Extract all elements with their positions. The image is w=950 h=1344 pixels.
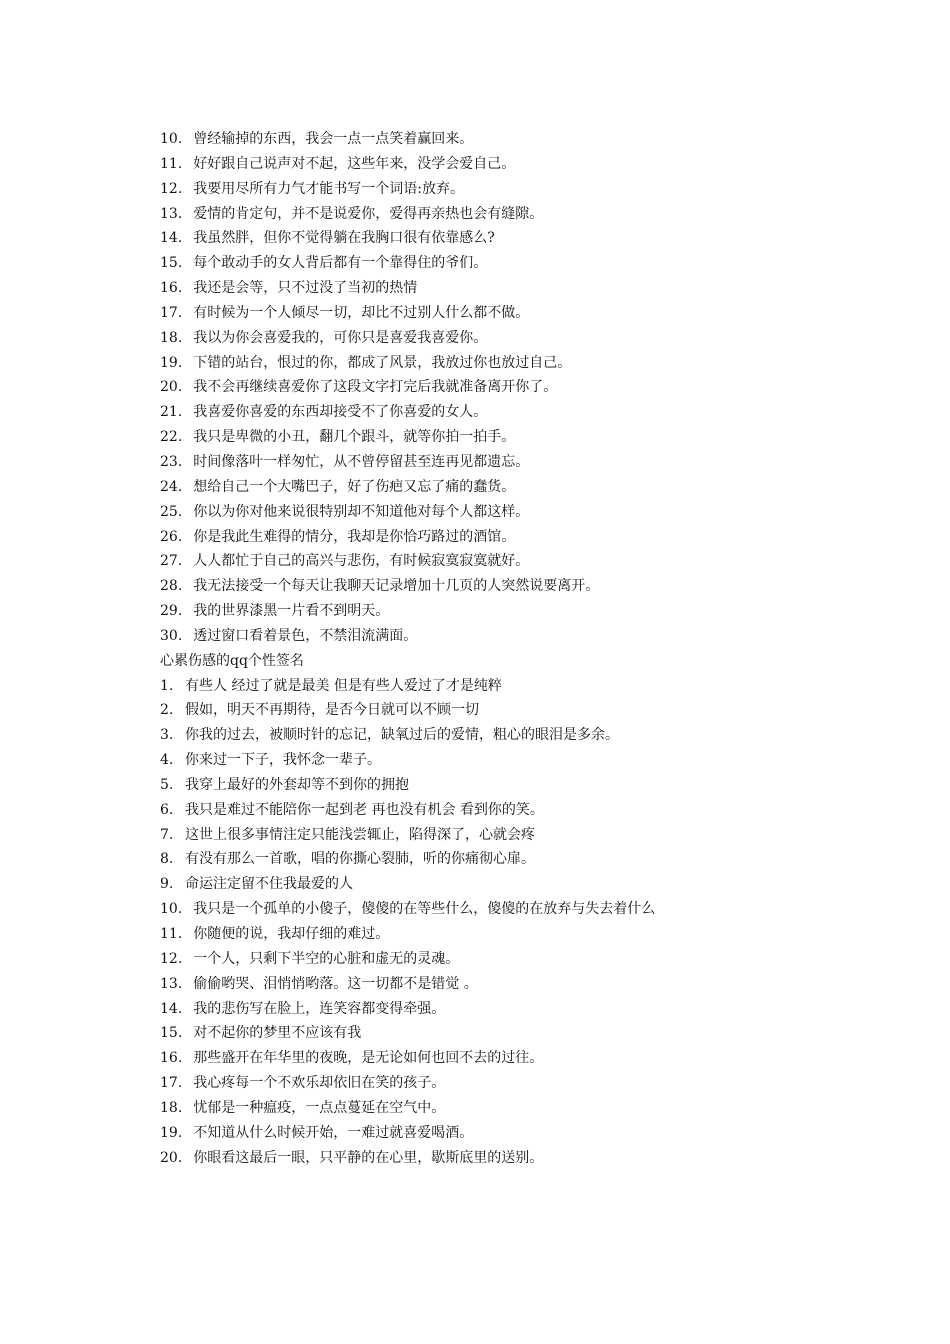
list-item-number: 22. — [160, 429, 183, 446]
list-item-number: 16. — [160, 280, 183, 297]
list-item-number: 7. — [160, 826, 174, 843]
list-item-text: 偷偷哟哭、泪悄悄哟落。这一切都不是错觉 。 — [193, 975, 478, 992]
list-item — [160, 1071, 920, 1096]
list-item-text: 每个敢动手的女人背后都有一个靠得住的爷们。 — [193, 255, 488, 272]
list-item — [160, 425, 920, 450]
list-item-text: 好好跟自己说声对不起，这些年来，没学会爱自己。 — [193, 155, 516, 172]
list-item-number: 25. — [160, 503, 183, 520]
list-item-number: 11. — [160, 926, 183, 942]
list-item — [160, 1046, 920, 1071]
list-item-number: 19. — [160, 1124, 183, 1141]
list-item — [160, 798, 920, 823]
list-section-2 — [160, 674, 920, 1171]
list-item-number: 6. — [160, 801, 174, 818]
list-item — [160, 624, 920, 649]
list-item — [160, 549, 920, 574]
list-item-text: 命运注定留不住我最爱的人 — [185, 876, 353, 893]
list-item — [160, 1096, 920, 1121]
list-item-number: 30. — [160, 627, 183, 644]
list-item-text: 有时候为一个人倾尽一切，却比不过别人什么都不做。 — [193, 304, 530, 321]
list-item-text: 我的悲伤写在脸上，连笑容都变得牵强。 — [193, 1000, 446, 1017]
list-item-number: 20. — [160, 379, 183, 396]
list-item — [160, 375, 920, 400]
list-item-text: 有些人 经过了就是最美 但是有些人爱过了才是纯粹 — [185, 677, 502, 694]
list-item — [160, 574, 920, 599]
list-item — [160, 226, 920, 251]
list-item-text: 我虽然胖，但你不觉得躺在我胸口很有依靠感么? — [193, 230, 495, 247]
list-item-text: 人人都忙于自己的高兴与悲伤，有时候寂寞寂寞就好。 — [193, 553, 530, 570]
list-item — [160, 152, 920, 177]
list-item-number: 17. — [160, 304, 183, 321]
list-item-number: 15. — [160, 255, 183, 272]
list-item — [160, 1121, 920, 1146]
list-item — [160, 599, 920, 624]
list-item-number: 19. — [160, 354, 183, 371]
list-item-text: 我要用尽所有力气才能书写一个词语:放弃。 — [193, 180, 464, 197]
list-item — [160, 947, 920, 972]
list-item-text: 一个人，只剩下半空的心脏和虚无的灵魂。 — [193, 950, 460, 967]
list-item-number: 29. — [160, 603, 183, 620]
list-item-number: 18. — [160, 329, 183, 346]
list-item — [160, 773, 920, 798]
document-page — [160, 127, 920, 1170]
list-item-text: 有没有那么一首歌，唱的你撕心裂肺，听的你痛彻心扉。 — [185, 851, 535, 868]
list-item — [160, 301, 920, 326]
list-item — [160, 872, 920, 897]
list-item-number: 14. — [160, 230, 183, 247]
list-item — [160, 500, 920, 525]
list-item-number: 4. — [160, 752, 174, 769]
list-item-text: 我无法接受一个每天让我聊天记录增加十几页的人突然说要离开。 — [193, 578, 600, 595]
list-item — [160, 276, 920, 301]
list-item — [160, 972, 920, 997]
list-item-text: 我穿上最好的外套却等不到你的拥抱 — [185, 776, 409, 793]
list-item-number: 5. — [160, 776, 174, 793]
list-item-text: 我的世界漆黑一片看不到明天。 — [193, 603, 390, 620]
list-item — [160, 202, 920, 227]
list-item — [160, 400, 920, 425]
list-item — [160, 1146, 920, 1171]
list-item-number: 15. — [160, 1025, 183, 1042]
list-item-text: 下错的站台，恨过的你，都成了风景，我放过你也放过自己。 — [193, 354, 572, 371]
list-item-number: 12. — [160, 180, 183, 197]
list-item — [160, 723, 920, 748]
list-item-text: 我心疼每一个不欢乐却依旧在笑的孩子。 — [193, 1075, 446, 1092]
list-item — [160, 251, 920, 276]
list-item-number: 3. — [160, 727, 174, 744]
list-item-text: 我只是一个孤单的小傻子，傻傻的在等些什么，傻傻的在放弃与失去着什么 — [193, 901, 656, 918]
list-item-number: 23. — [160, 453, 183, 470]
list-item — [160, 847, 920, 872]
list-item-text: 你来过一下子，我怀念一辈子。 — [185, 752, 381, 769]
list-item-number: 16. — [160, 1050, 183, 1067]
list-item-number: 24. — [160, 478, 183, 495]
list-item — [160, 351, 920, 376]
list-item-text: 我只是难过不能陪你一起到老 再也没有机会 看到你的笑。 — [185, 801, 544, 818]
list-item-number: 8. — [160, 851, 174, 868]
list-item — [160, 475, 920, 500]
list-item-text: 不知道从什么时候开始，一难过就喜爱喝酒。 — [193, 1124, 474, 1141]
list-item-number: 2. — [160, 702, 174, 719]
list-item-number: 17. — [160, 1075, 183, 1092]
list-item-text: 忧郁是一种瘟疫，一点点蔓延在空气中。 — [193, 1099, 446, 1116]
list-item-number: 14. — [160, 1000, 183, 1017]
list-item-text: 我喜爱你喜爱的东西却接受不了你喜爱的女人。 — [193, 404, 488, 421]
list-item-number: 28. — [160, 578, 183, 595]
section-heading: 心累伤感的qq个性签名 — [160, 652, 304, 669]
list-item — [160, 748, 920, 773]
list-item-text: 我以为你会喜爱我的，可你只是喜爱我喜爱你。 — [193, 329, 488, 346]
list-item-text: 你眼看这最后一眼，只平静的在心里，歇斯底里的送别。 — [193, 1149, 544, 1166]
list-item-number: 11. — [160, 155, 183, 172]
list-item-number: 26. — [160, 528, 183, 545]
list-item-text: 对不起你的梦里不应该有我 — [193, 1025, 362, 1042]
list-item-text: 曾经输掉的东西，我会一点一点笑着赢回来。 — [193, 131, 474, 147]
list-item-text: 我不会再继续喜爱你了这段文字打完后我就准备离开你了。 — [193, 379, 558, 396]
list-section-1 — [160, 127, 920, 649]
list-item — [160, 823, 920, 848]
list-item-text: 透过窗口看着景色，不禁泪流满面。 — [193, 627, 418, 644]
list-item-number: 27. — [160, 553, 183, 570]
list-item-text: 我只是卑微的小丑，翻几个跟斗，就等你拍一拍手。 — [193, 429, 516, 446]
list-item-text: 想给自己一个大嘴巴子，好了伤疤又忘了痛的蠢货。 — [193, 478, 516, 495]
list-item-text: 你以为你对他来说很特别却不知道他对每个人都这样。 — [193, 503, 530, 520]
list-item — [160, 698, 920, 723]
list-item-text: 这世上很多事情注定只能浅尝辄止，陷得深了，心就会疼 — [185, 826, 535, 843]
list-item-number: 1. — [160, 677, 174, 694]
list-item-number: 20. — [160, 1149, 183, 1166]
list-item — [160, 326, 920, 351]
list-item-text: 那些盛开在年华里的夜晚，是无论如何也回不去的过往。 — [193, 1050, 544, 1067]
list-item — [160, 127, 920, 152]
list-item-text: 假如，明天不再期待，是否今日就可以不顾一切 — [185, 702, 479, 719]
list-item — [160, 897, 920, 922]
list-item — [160, 177, 920, 202]
list-item — [160, 674, 920, 699]
list-item-number: 18. — [160, 1099, 183, 1116]
list-item-text: 我还是会等，只不过没了当初的热情 — [193, 280, 418, 297]
list-item-number: 12. — [160, 950, 183, 967]
list-item-number: 9. — [160, 876, 174, 893]
list-item-number: 10. — [160, 901, 183, 918]
list-item-number: 13. — [160, 205, 183, 222]
list-item — [160, 450, 920, 475]
list-item — [160, 1021, 920, 1046]
list-item-text: 时间像落叶一样匆忙，从不曾停留甚至连再见都遗忘。 — [193, 453, 530, 470]
list-item-text: 爱情的肯定句，并不是说爱你，爱得再亲热也会有缝隙。 — [193, 205, 544, 222]
list-item-number: 10. — [160, 131, 183, 147]
list-item-text: 你是我此生难得的情分，我却是你恰巧路过的酒馆。 — [193, 528, 516, 545]
list-item — [160, 525, 920, 550]
list-item-number: 13. — [160, 975, 183, 992]
list-item-text: 你随便的说，我却仔细的难过。 — [193, 926, 390, 942]
list-item — [160, 922, 920, 947]
list-item — [160, 997, 920, 1022]
list-item-number: 21. — [160, 404, 183, 421]
list-item-text: 你我的过去，被顺时针的忘记，缺氧过后的爱情，粗心的眼泪是多余。 — [185, 727, 619, 744]
